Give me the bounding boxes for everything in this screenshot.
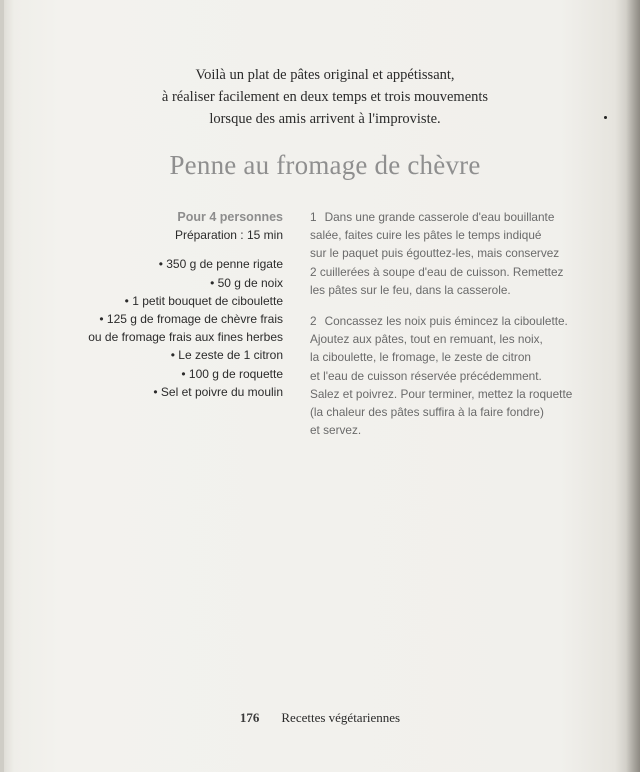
recipe-step	[310, 312, 610, 439]
step-line: et l'eau de cuisson réservée précédemment.	[310, 368, 542, 383]
step-text: Concassez les noix puis émincez la ciboulette.	[324, 314, 568, 329]
recipe-step	[310, 208, 610, 299]
ingredient-item: • Le zeste de 1 citron	[170, 348, 283, 363]
step-line: les pâtes sur le feu, dans la casserole.	[310, 282, 511, 297]
intro-text	[110, 64, 540, 130]
intro-line: Voilà un plat de pâtes original et appétissant,	[195, 67, 455, 83]
print-speck	[604, 116, 607, 119]
section-name: Recettes végétariennes	[281, 710, 401, 725]
step-line: (la chaleur des pâtes suffira à la faire fondre)	[310, 405, 544, 420]
step-line: Salez et poivrez. Pour terminer, mettez la roquette	[310, 386, 573, 401]
recipe-title: Penne au fromage de chèvre	[169, 150, 481, 180]
step-line: 2 cuillerées à soupe d'eau de cuisson. Remettez	[310, 264, 564, 279]
step-line: la ciboulette, le fromage, le zeste de citron	[310, 350, 531, 365]
intro-line: à réaliser facilement en deux temps et trois mouvements	[161, 89, 489, 105]
step-number: 1	[310, 210, 317, 224]
servings-label: Pour 4 personnes	[177, 210, 283, 224]
step-line: salée, faites cuire les pâtes le temps indiqué	[310, 228, 542, 243]
page-number: 176	[239, 710, 260, 725]
ingredient-item: • 50 g de noix	[210, 275, 283, 290]
intro-line: lorsque des amis arrivent à l'improviste.	[209, 111, 441, 127]
ingredients-column	[3, 208, 283, 401]
step-line: et servez.	[310, 423, 362, 438]
ingredient-item: • 100 g de roquette	[181, 366, 283, 381]
step-line	[310, 312, 610, 330]
steps-column	[310, 208, 610, 439]
book-spine-shadow	[626, 0, 640, 772]
step-text: Dans une grande casserole d'eau bouillante	[324, 210, 555, 224]
prep-time: Préparation : 15 min	[174, 228, 283, 243]
step-line	[310, 208, 610, 226]
ingredient-item: • 350 g de penne rigate	[158, 257, 283, 272]
ingredient-item: ou de fromage frais aux fines herbes	[88, 330, 283, 345]
ingredient-item: • 1 petit bouquet de ciboulette	[124, 293, 283, 308]
step-number: 2	[310, 314, 317, 329]
ingredient-item: • Sel et poivre du moulin	[153, 384, 283, 399]
step-line: Ajoutez aux pâtes, tout en remuant, les noix,	[310, 332, 543, 347]
step-line: sur le paquet puis égouttez-les, mais conservez	[310, 246, 560, 261]
ingredient-item: • 125 g de fromage de chèvre frais	[99, 312, 283, 327]
page-footer	[0, 710, 640, 726]
